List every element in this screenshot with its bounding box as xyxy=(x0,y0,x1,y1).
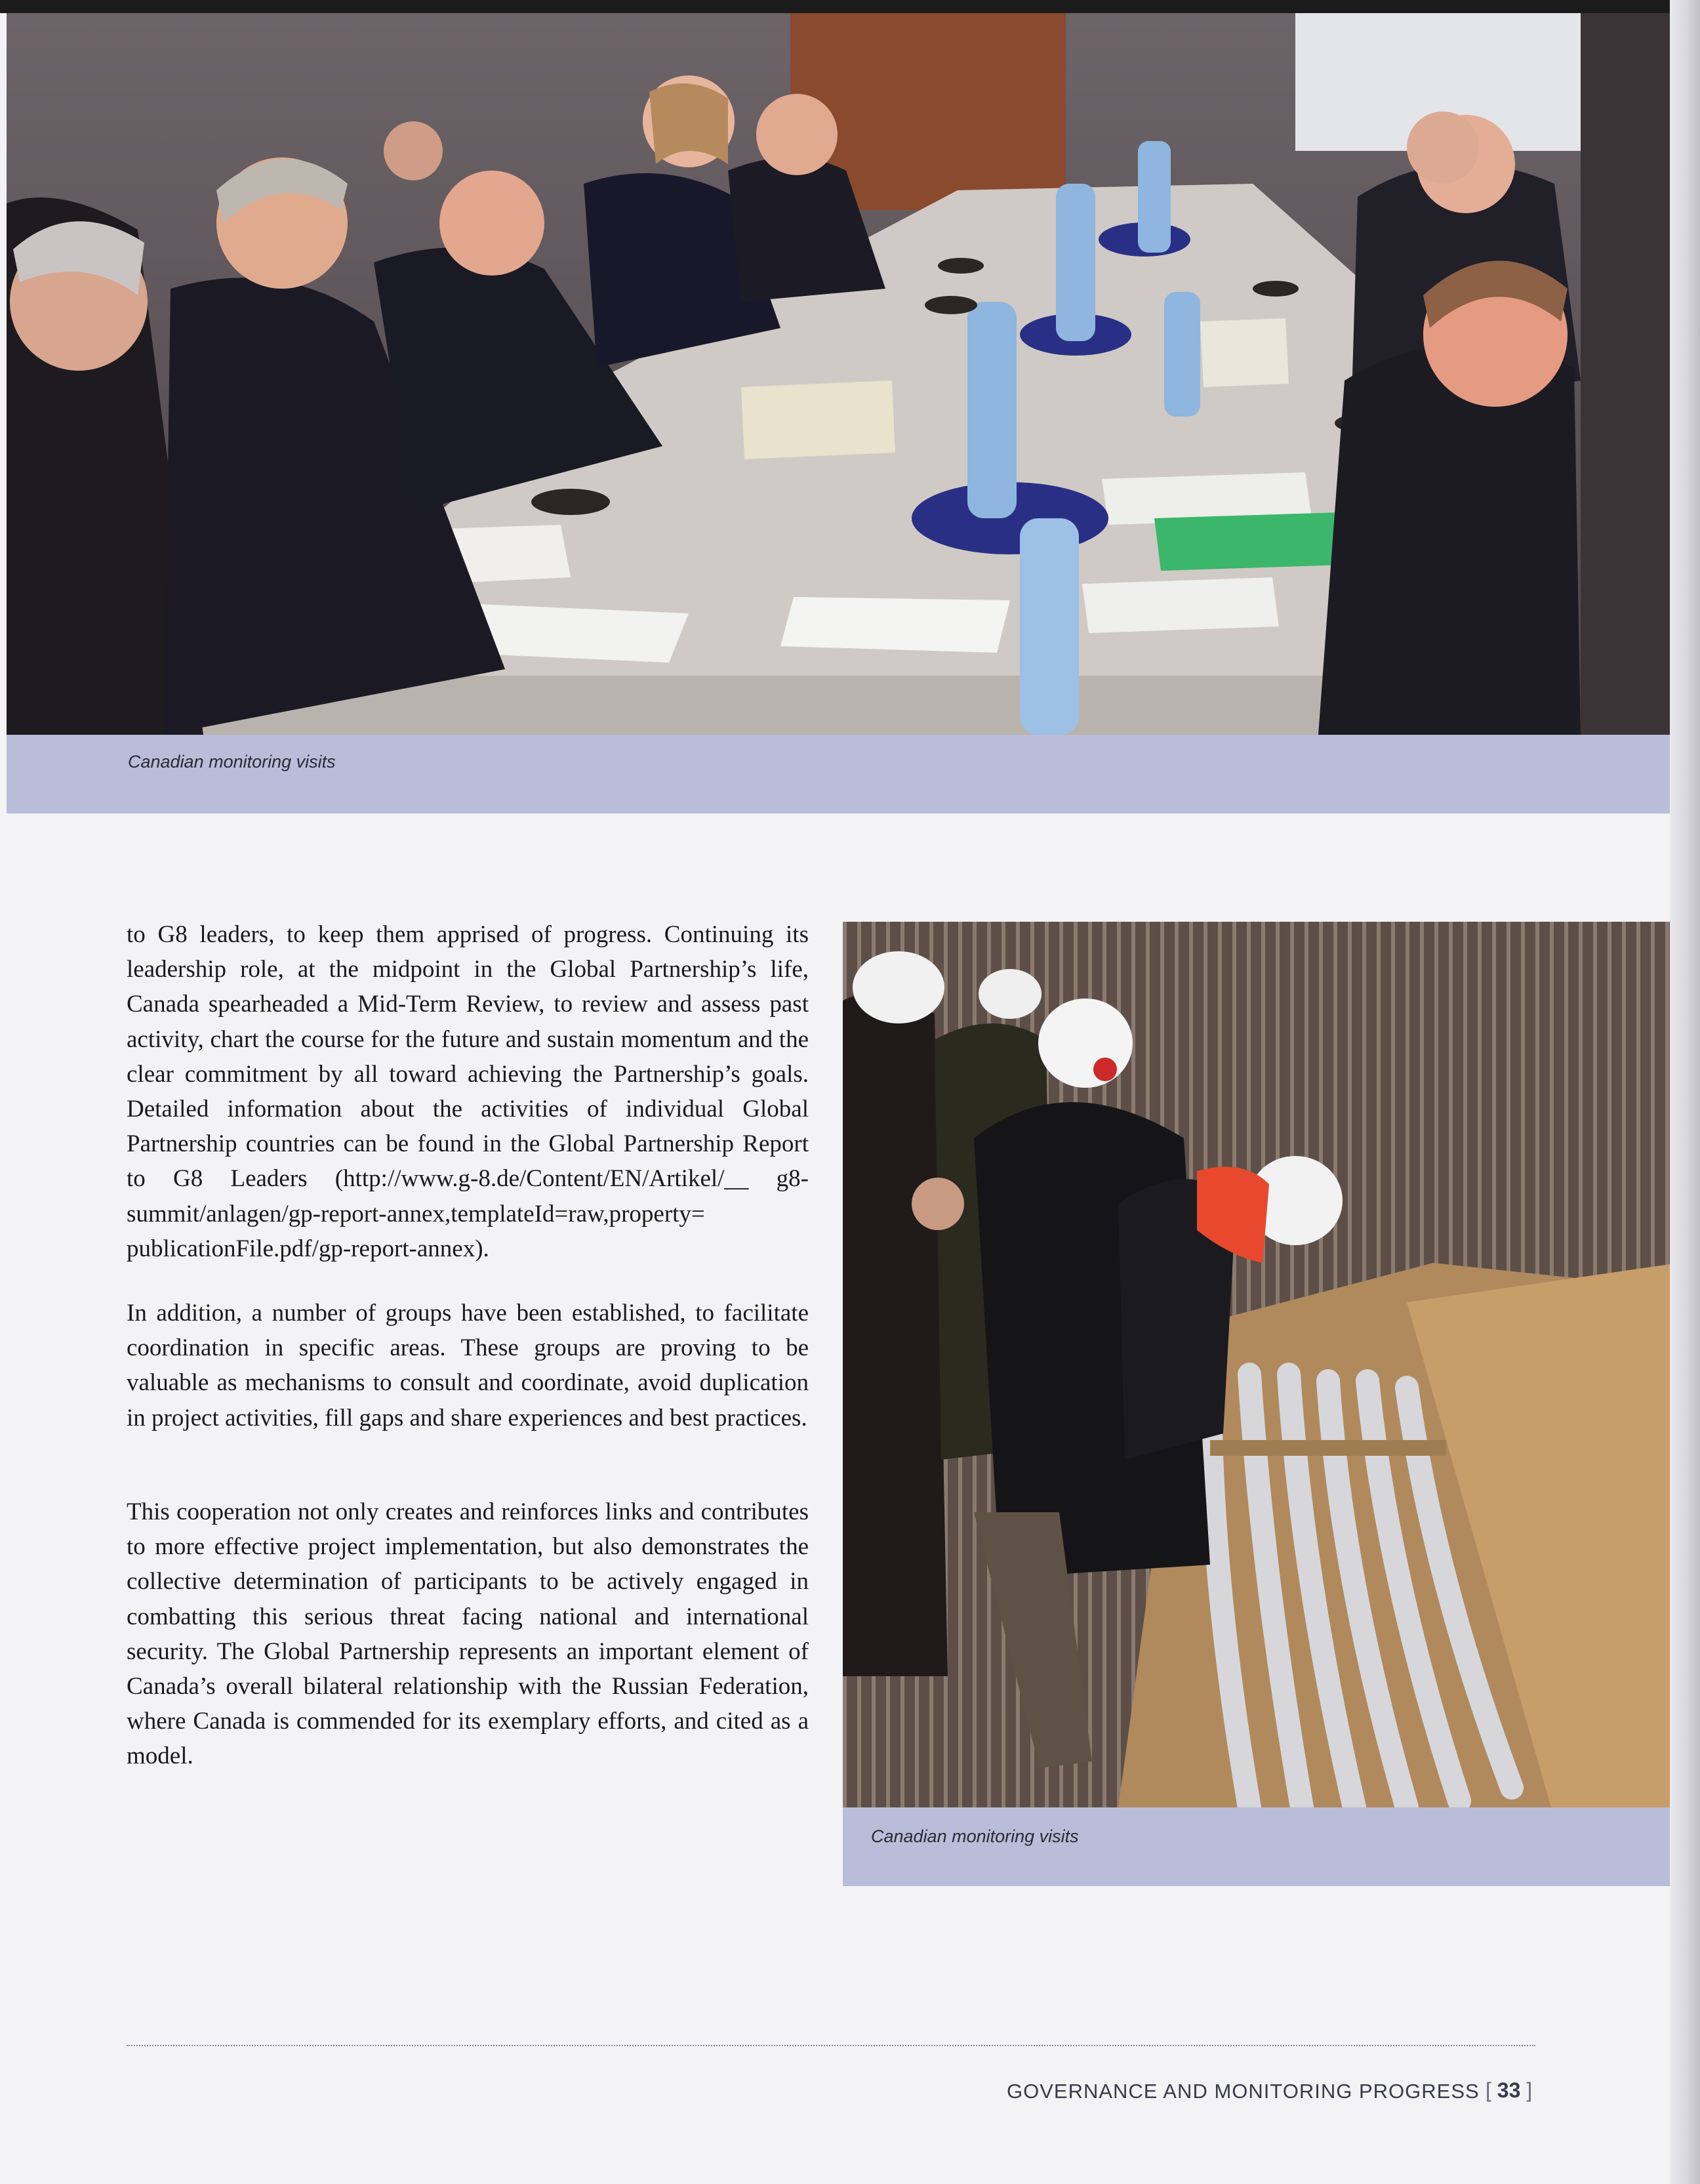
page-number-value: 33 xyxy=(1497,2078,1521,2102)
photo-caption-right: Canadian monitoring visits xyxy=(871,1826,1079,1846)
caption-band-top xyxy=(7,735,1672,814)
page-number xyxy=(1486,2078,1532,2103)
page-number-bracket-open: [ xyxy=(1486,2078,1491,2102)
footer-divider xyxy=(127,2045,1535,2046)
body-paragraph: to G8 leaders, to keep them apprised of progress. Continuing its leadership role, at the midpoint in the Global Partnership’s life, Canada spearheaded a Mid-Term Review, to review and assess past activity, chart the course for the future and sustain momentum and the clear commitment by all toward achieving the Partnership’s goals. Detailed information about the activities of individual Global Partnership countries can be found in the Global Partnership Report to G8 Leaders (http://www.g-8.de/Content/EN/Artikel/__ g8-summit/anlagen/gp-report-annex,templateId=raw,property= publicationFile.pdf/gp-report-annex). xyxy=(127,921,809,1262)
photo-caption-top: Canadian monitoring visits xyxy=(128,752,336,772)
scan-top-shadow xyxy=(0,0,1700,13)
scan-right-edge xyxy=(1670,0,1700,2184)
body-paragraph: In addition, a number of groups have been established, to facilitate coordination in specific areas. These groups are proving to be valuable as mechanisms to consult and coordinate, avoid duplication in project activities, fill gaps and share experiences and best practices. xyxy=(127,1300,809,1432)
meeting-photo-icon xyxy=(7,13,1672,735)
meeting-photo xyxy=(7,13,1672,735)
site-inspection-photo xyxy=(843,922,1679,1807)
footer-section-title: GOVERNANCE AND MONITORING PROGRESS xyxy=(1007,2080,1480,2103)
caption-band-right xyxy=(843,1807,1686,1886)
site-inspection-photo-icon xyxy=(843,922,1679,1807)
page-number-bracket-close: ] xyxy=(1526,2078,1533,2102)
body-paragraph: This cooperation not only creates and reinforces links and contributes to more effective project implementation, but also demonstrates the collective determination of participants to be actively engaged in combatting this serious threat facing national and international security. The Global Partnership represents an important element of Canada’s overall bilateral relationship with the Russian Federation, where Canada is commended for its exemplary efforts, and cited as a model. xyxy=(127,1498,809,1770)
